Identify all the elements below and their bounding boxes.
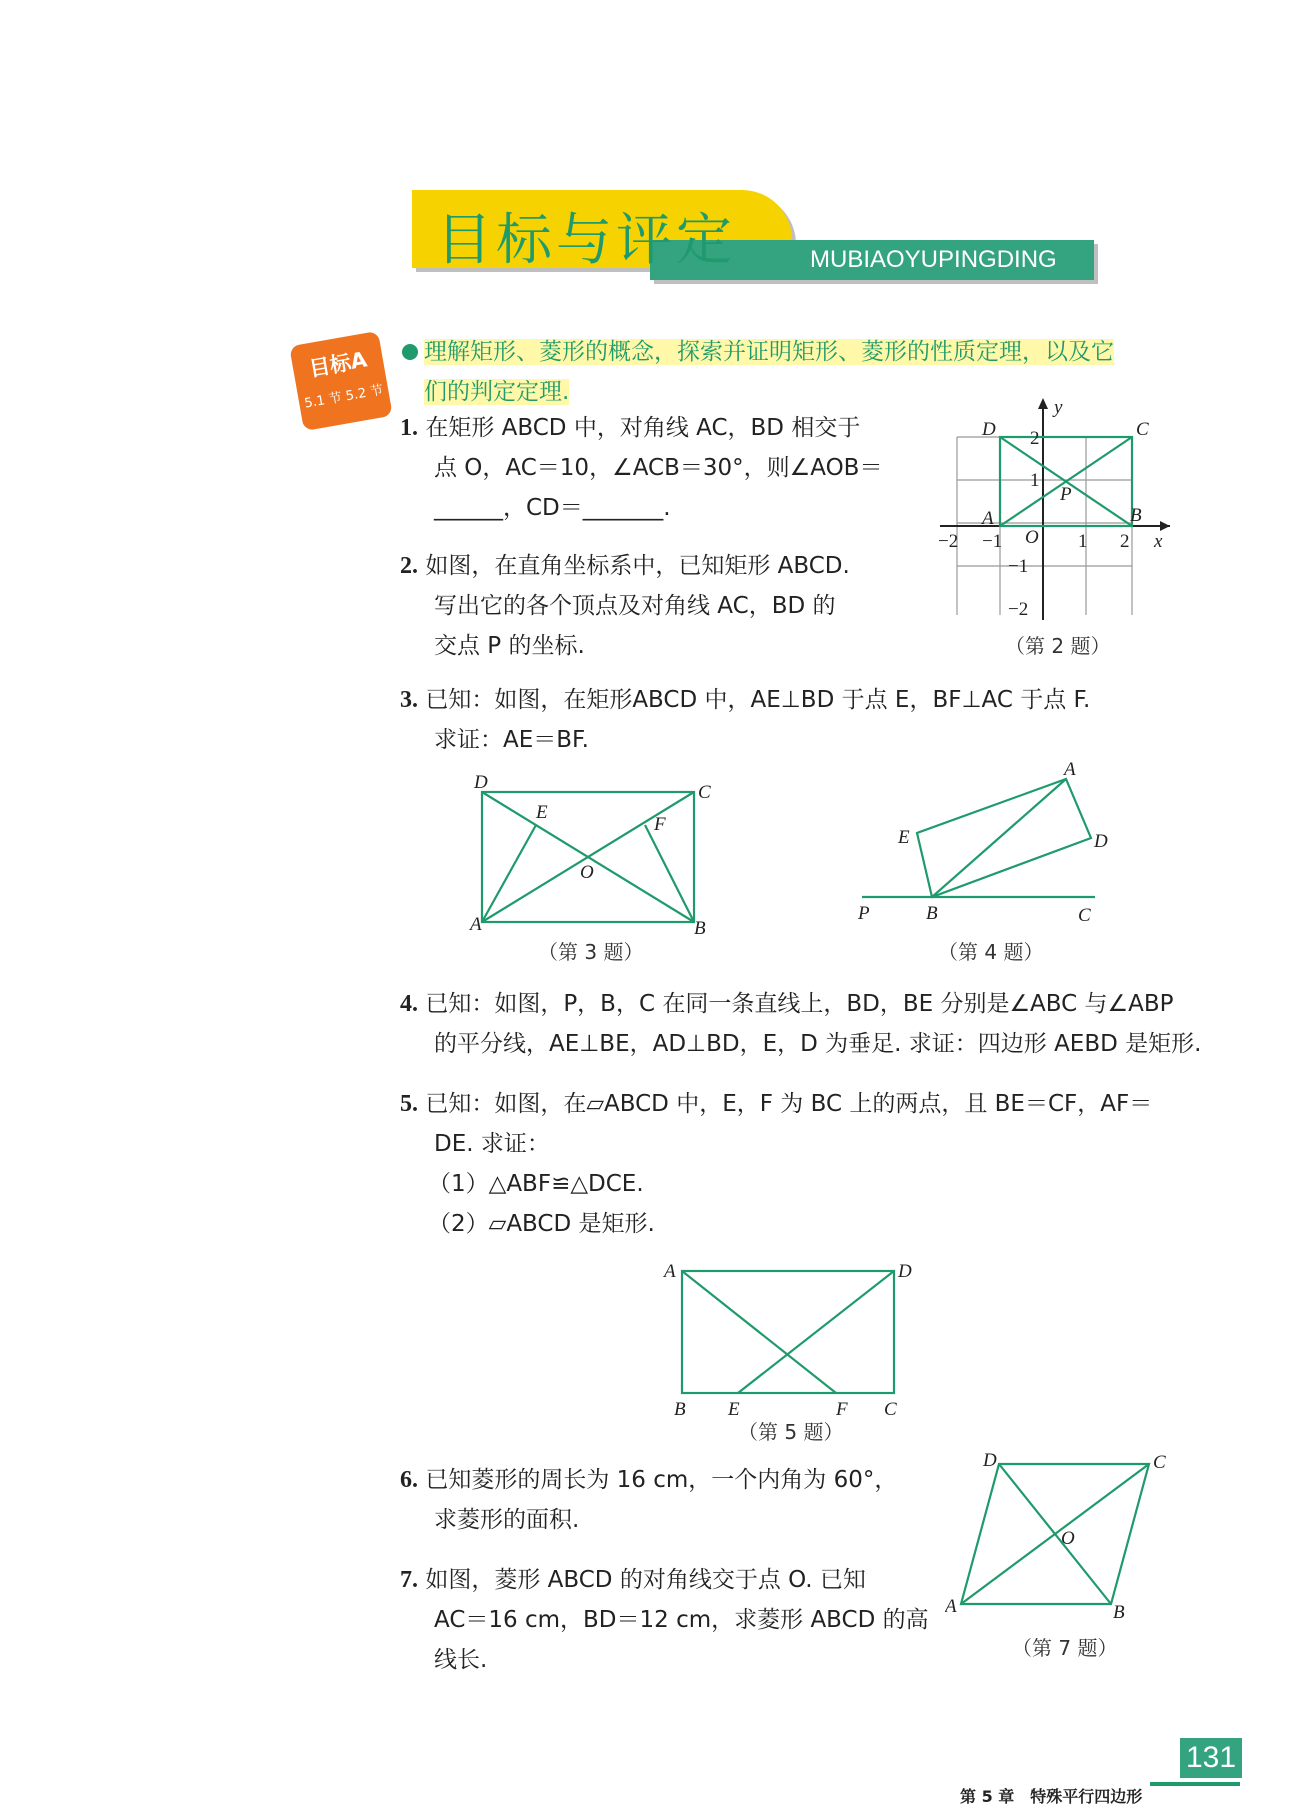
problem-number: 1. (400, 415, 418, 441)
caption-3: （第 3 题） (538, 940, 644, 964)
problem-text: （2）▱ABCD 是矩形. (428, 1211, 655, 1237)
problem-text: AC＝16 cm，BD＝12 cm，求菱形 ABCD 的高 (434, 1607, 929, 1633)
problem-text: （1）△ABF≌△DCE. (428, 1171, 644, 1197)
problem-text: ______，CD＝_______. (434, 495, 671, 521)
target-badge (289, 331, 393, 431)
figure-4 (850, 755, 1110, 935)
caption-7: （第 7 题） (1012, 1636, 1118, 1660)
origin-label: O (1025, 527, 1039, 548)
problem-3 (400, 680, 1220, 760)
problem-text: 线长. (434, 1647, 488, 1673)
tick-y: 1 (1030, 470, 1040, 491)
problem-text: 如图，菱形 ABCD 的对角线交于点 O. 已知 (425, 1567, 866, 1593)
caption-2: （第 2 题） (1005, 634, 1111, 658)
problem-text: 求菱形的面积. (434, 1507, 580, 1533)
objective-line-2: 们的判定定理. (424, 379, 570, 405)
problem-text: 如图，在直角坐标系中，已知矩形 ABCD. (425, 553, 850, 579)
figure-3 (460, 768, 720, 938)
point-label: A (1064, 759, 1076, 780)
problem-number: 3. (400, 687, 418, 713)
figure-7 (945, 1448, 1175, 1623)
point-label: D (474, 772, 488, 793)
problem-text: 交点 P 的坐标. (434, 633, 585, 659)
point-label: D (982, 419, 996, 440)
page-subtitle: MUBIAOYUPINGDING (810, 246, 1057, 273)
figure-5 (660, 1255, 930, 1415)
point-label: B (926, 903, 938, 924)
problem-text: 已知：如图，在▱ABCD 中，E，F 为 BC 上的两点，且 BE＝CF，AF＝ (425, 1091, 1153, 1117)
page-title: 目标与评定 (436, 208, 736, 273)
tick-y: −1 (1008, 556, 1029, 577)
bullet-icon (402, 344, 418, 360)
problem-text: 写出它的各个顶点及对角线 AC，BD 的 (434, 593, 836, 619)
point-label: F (654, 814, 666, 835)
point-label: E (728, 1399, 740, 1415)
problem-number: 2. (400, 553, 418, 579)
point-label: C (1078, 905, 1091, 926)
footer-divider (1150, 1782, 1240, 1786)
problem-5 (400, 1084, 1230, 1244)
point-label: A (982, 508, 994, 529)
point-label: E (898, 827, 910, 848)
axis-x-label: x (1154, 531, 1163, 552)
point-label: P (858, 903, 870, 924)
tick-x: 1 (1078, 531, 1088, 552)
caption-5: （第 5 题） (738, 1420, 844, 1444)
problem-4 (400, 984, 1230, 1064)
tick-x: −1 (982, 531, 1003, 552)
point-label: P (1060, 484, 1072, 505)
point-label: O (1061, 1528, 1075, 1549)
problem-number: 7. (400, 1567, 418, 1593)
point-label: D (898, 1261, 912, 1282)
point-label: B (674, 1399, 686, 1415)
tick-x: 2 (1120, 531, 1130, 552)
problem-2 (400, 546, 900, 666)
badge-label: 目标A (307, 347, 369, 382)
problem-text: 点 O，AC＝10，∠ACB＝30°，则∠AOB＝ (434, 455, 883, 481)
point-label: B (1130, 505, 1142, 526)
point-label: D (983, 1450, 997, 1471)
objective-line-1: 理解矩形、菱形的概念，探索并证明矩形、菱形的性质定理，以及它 (424, 339, 1114, 365)
point-label: A (664, 1261, 676, 1282)
problem-1 (400, 408, 900, 528)
caption-4: （第 4 题） (938, 940, 1044, 964)
point-label: B (694, 918, 706, 938)
point-label: O (580, 862, 594, 883)
problem-text: 的平分线，AE⊥BE，AD⊥BD，E，D 为垂足. 求证：四边形 AEBD 是矩形. (434, 1031, 1202, 1057)
chapter-footer: 第 5 章 特殊平行四边形 (960, 1787, 1143, 1806)
point-label: E (536, 802, 548, 823)
problem-text: 在矩形 ABCD 中，对角线 AC，BD 相交于 (425, 415, 861, 441)
problem-text: 已知：如图，在矩形ABCD 中，AE⊥BD 于点 E，BF⊥AC 于点 F. (425, 687, 1091, 713)
problem-number: 5. (400, 1091, 418, 1117)
tick-y: −2 (1008, 599, 1029, 620)
point-label: D (1094, 831, 1108, 852)
badge-sections: 5.1 节 5.2 节 (303, 382, 385, 412)
tick-y: 2 (1030, 428, 1040, 449)
problem-number: 6. (400, 1467, 418, 1493)
problem-text: 已知：如图，P，B，C 在同一条直线上，BD，BE 分别是∠ABC 与∠ABP (425, 991, 1174, 1017)
point-label: C (1153, 1452, 1166, 1473)
point-label: C (698, 782, 711, 803)
point-label: F (836, 1399, 848, 1415)
problem-text: 求证：AE＝BF. (434, 727, 589, 753)
page-number: 131 (1180, 1738, 1242, 1778)
problem-number: 4. (400, 991, 418, 1017)
point-label: C (884, 1399, 897, 1415)
problem-text: 已知菱形的周长为 16 cm，一个内角为 60°， (425, 1467, 898, 1493)
axis-y-label: y (1054, 397, 1063, 418)
point-label: A (470, 914, 482, 935)
figure-2 (930, 395, 1180, 625)
point-label: C (1136, 419, 1149, 440)
problem-7 (400, 1560, 940, 1680)
problem-text: DE. 求证： (434, 1131, 550, 1157)
problem-6 (400, 1460, 940, 1540)
point-label: B (1113, 1602, 1125, 1623)
tick-x: −2 (938, 531, 959, 552)
point-label: A (945, 1596, 957, 1617)
